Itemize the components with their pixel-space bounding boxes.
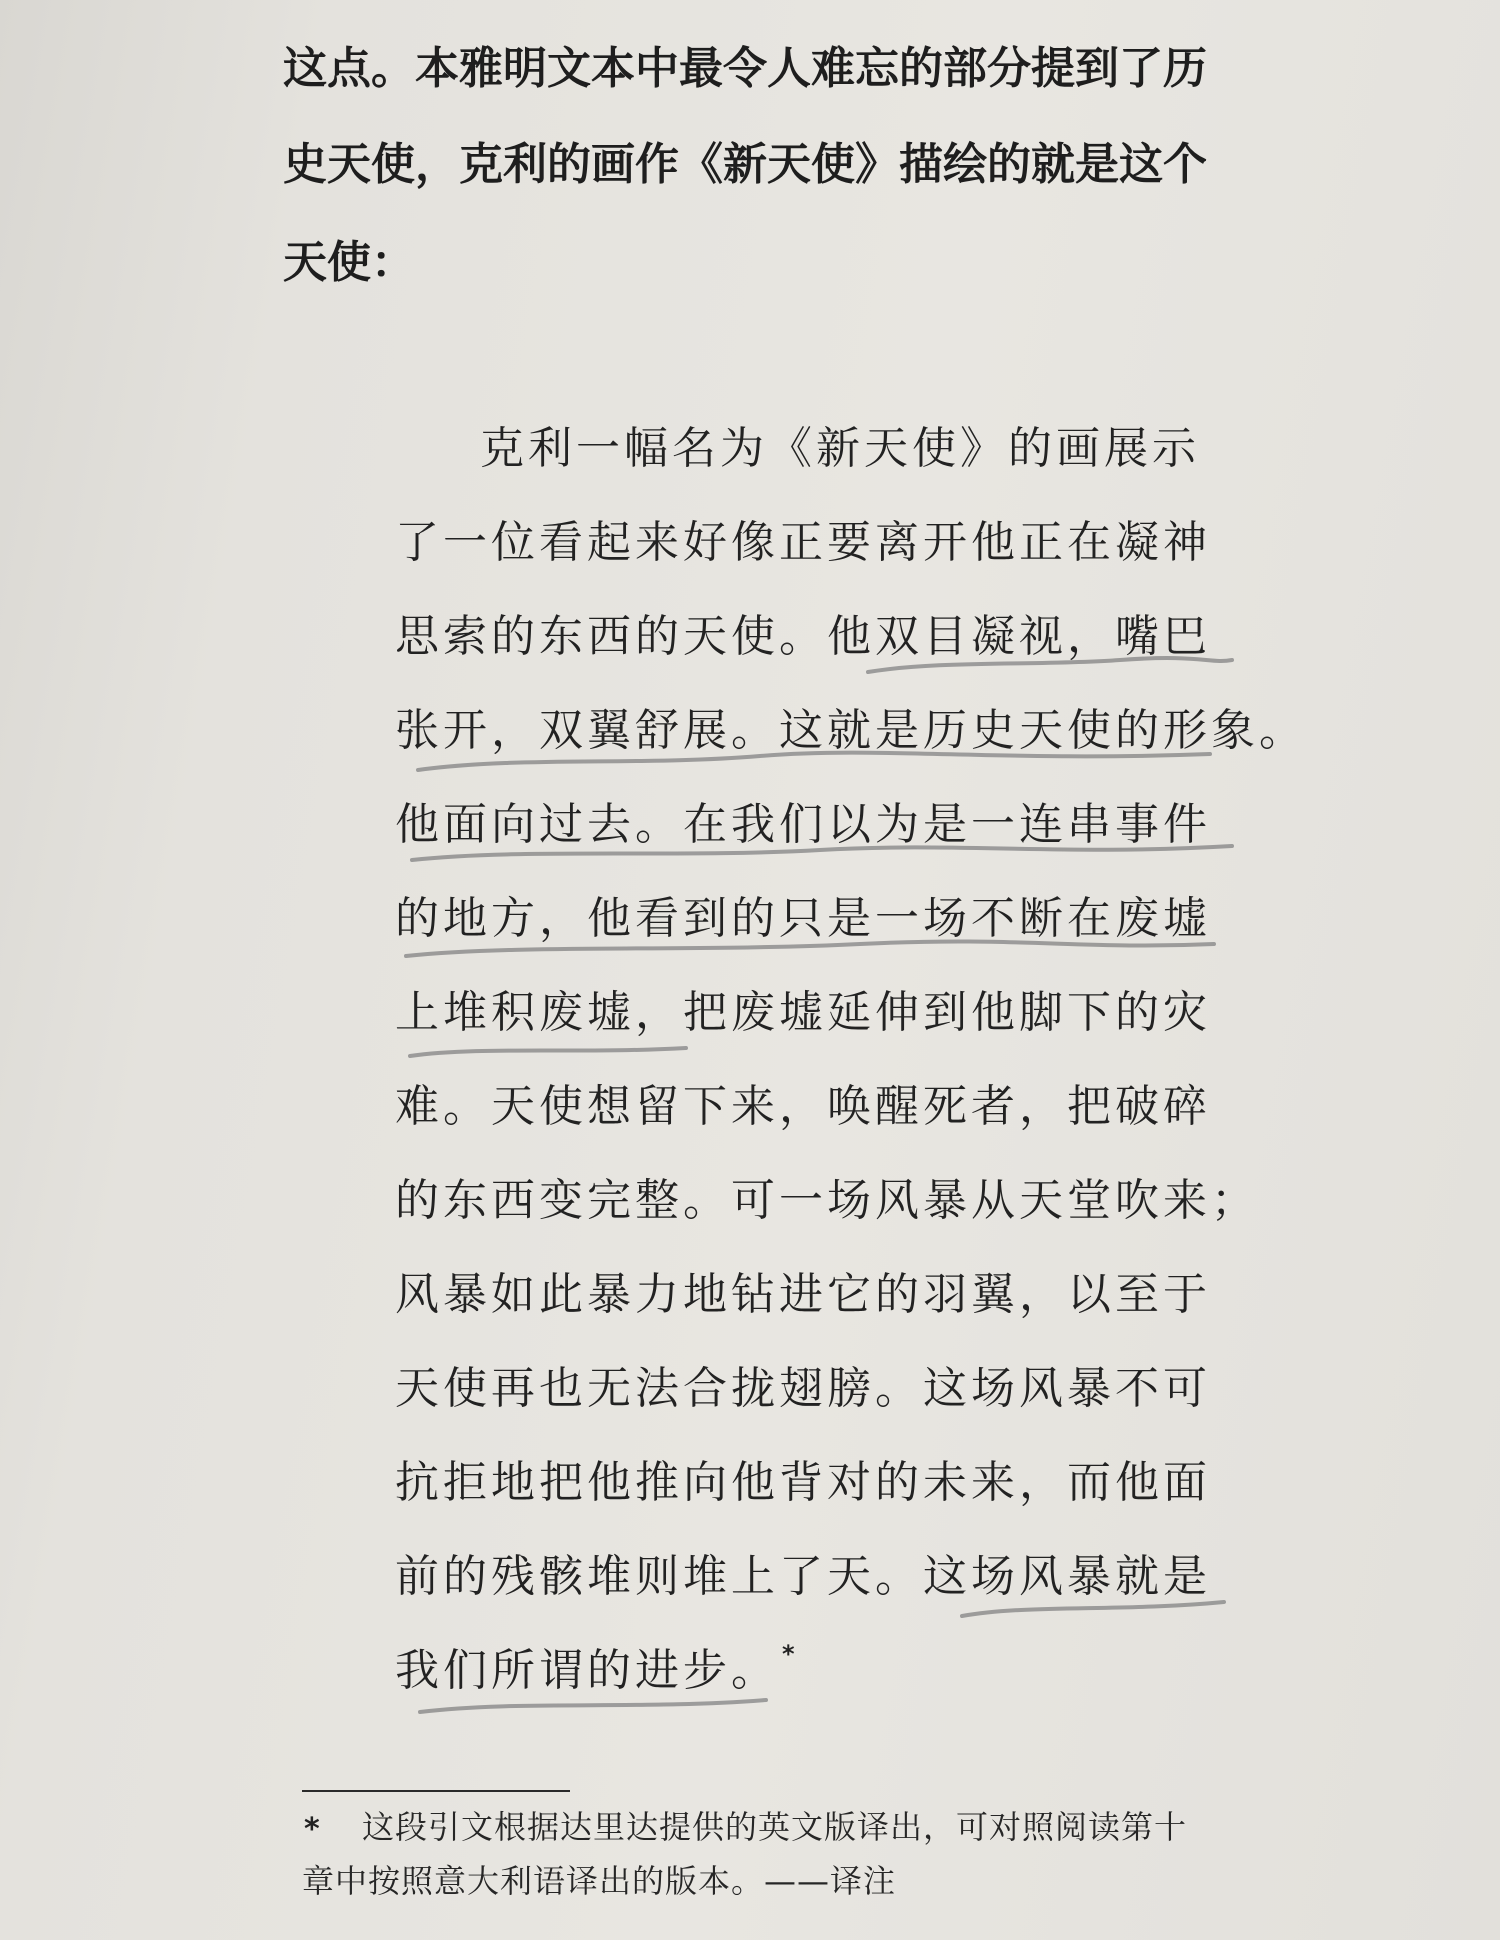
quote-line: 克利一幅名为《新天使》的画展示 [480,423,1200,474]
body-line: 史天使，克利的画作《新天使》描绘的就是这个 [283,139,1207,190]
quote-line: 天使再也无法合拢翅膀。这场风暴不可 [395,1363,1211,1414]
bleed-through-text [1255,300,1425,1700]
quote-line: 上堆积废墟，把废墟延伸到他脚下的灾 [395,987,1211,1038]
quote-line: 张开，双翼舒展。这就是历史天使的形象。 [395,705,1307,756]
quote-line: 风暴如此暴力地钻进它的羽翼，以至于 [395,1269,1211,1320]
quote-line: 的地方，他看到的只是一场不断在废墟 [395,893,1211,944]
quote-line: 前的残骸堆则堆上了天。这场风暴就是 [395,1551,1211,1602]
quote-line: 我们所谓的进步。 [395,1645,779,1696]
pencil-underline [962,1602,1224,1616]
quote-line: 他面向过去。在我们以为是一连串事件 [395,799,1211,850]
quote-line: 的东西变完整。可一场风暴从天堂吹来； [395,1175,1259,1226]
quote-line: 难。天使想留下来，唤醒死者，把破碎 [395,1081,1211,1132]
footnote-line: 这段引文根据达里达提供的英文版译出，可对照阅读第十 [362,1808,1188,1846]
body-line: 这点。本雅明文本中最令人难忘的部分提到了历 [283,43,1207,94]
body-line: 天使： [283,237,415,288]
pencil-underline [410,1048,686,1056]
footnote-line: 章中按照意大利语译出的版本。——译注 [302,1862,897,1900]
quote-line: 了一位看起来好像正要离开他正在凝神 [395,517,1211,568]
pencil-underline [420,1700,766,1712]
quote-line: 抗拒地把他推向他背对的未来，而他面 [395,1457,1211,1508]
quote-line: 思索的东西的天使。他双目凝视，嘴巴 [395,611,1211,662]
footnote-divider [302,1790,570,1792]
footnote-reference-marker: * [782,1640,795,1668]
footnote-star: * [304,1812,320,1847]
